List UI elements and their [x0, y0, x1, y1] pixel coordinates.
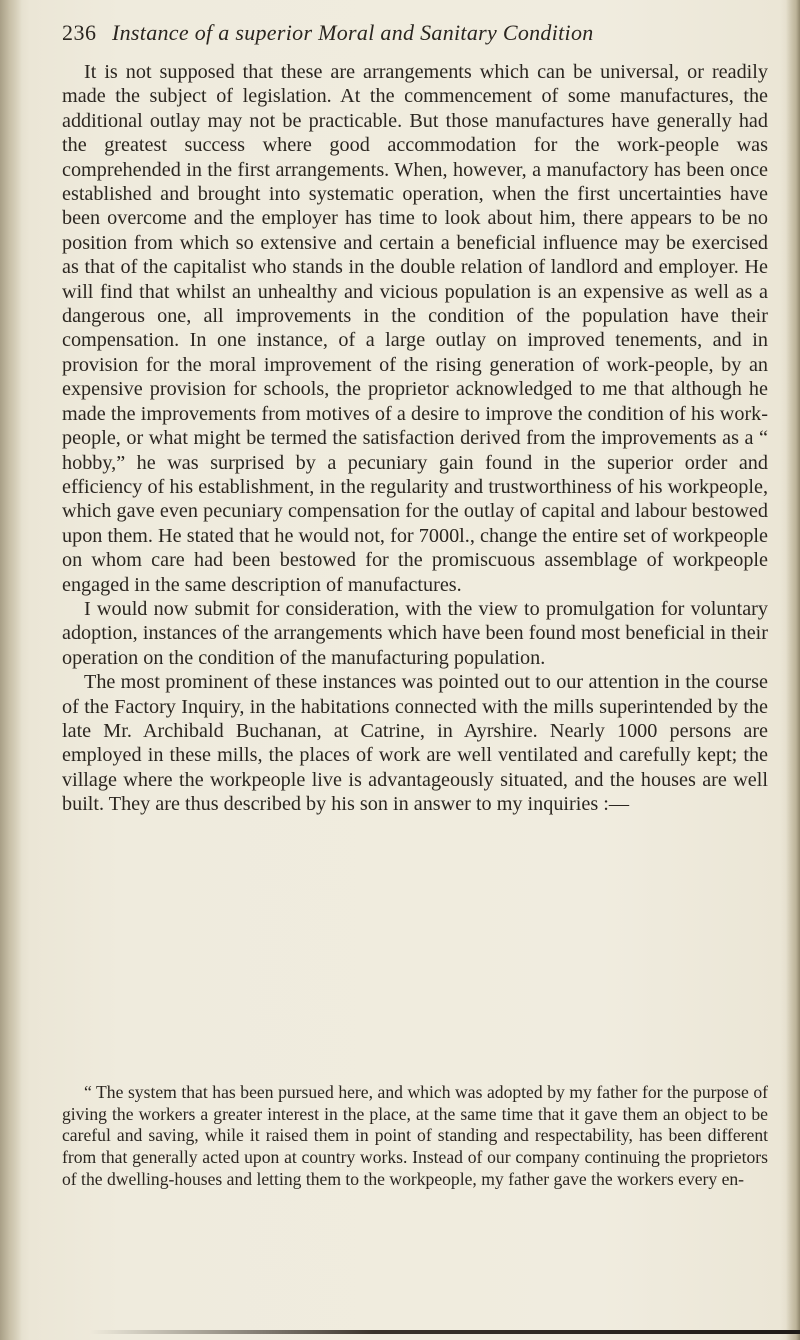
running-header: [62, 20, 762, 54]
page-edge-shadow: [786, 0, 800, 1340]
paragraph: It is not supposed that these are arrangements which can be universal, or readily made the subject of legislation. At the commencement of some manufactures, the additional outlay may not be practicable. But those manufactures have generally had the greatest success where good accommodation for the work-people was comprehended in the first arrangements. When, however, a manufactory has been once established and brought into systematic operation, when the first uncertainties have been overcome and the employer has time to look about him, there appears to be no position from which so extensive and certain a beneficial influence may be exercised as that of the capitalist who stands in the double relation of landlord and employer. He will find that whilst an unhealthy and vicious population is an expensive as well as a dangerous one, all improvements in the condition of the population have their compensation. In one instance, of a large outlay on improved tenements, and in provision for the moral improvement of the rising generation of work-people, by an expensive provision for schools, the proprietor acknowledged to me that although he made the improvements from motives of a desire to improve the condition of his work-people, or what might be termed the satisfaction derived from the improvements as a “ hobby,” he was surprised by a pecuniary gain found in the superior order and efficiency of his establishment, in the regularity and trustworthiness of his workpeople, which gave even pecuniary compensation for the outlay of capital and labour bestowed upon them. He stated that he would not, for 7000l., change the entire set of workpeople on whom care had been bestowed for the promiscuous assemblage of workpeople engaged in the same description of manufactures.: [62, 61, 768, 596]
block-quote: [62, 1082, 768, 1191]
paragraph: The most prominent of these instances was pointed out to our attention in the course of the Factory Inquiry, in the habitations connected with the mills superintended by the late Mr. Archibald Buchanan, at Catrine, in Ayrshire. Nearly 1000 persons are employed in these mills, the places of work are well ventilated and carefully kept; the village where the workpeople live is advantageously situated, and the houses are well built. They are thus described by his son in answer to my inquiries :—: [62, 671, 768, 816]
paragraph: I would now submit for consideration, with the view to promulgation for voluntary adoption, instances of the arrangements which have been found most beneficial in their operation on the condition of the manufacturing population.: [62, 597, 768, 669]
page-gutter-shadow: [0, 0, 22, 1340]
page-bottom-edge: [90, 1330, 800, 1334]
page-number: 236: [62, 20, 97, 45]
running-title: Instance of a superior Moral and Sanitary Condition: [112, 20, 594, 45]
body-text: [62, 60, 768, 817]
quote-paragraph: “ The system that has been pursued here, and which was adopted by my father for the purpose of giving the workers a greater interest in the place, at the same time that it gave them an object to be careful and saving, while it raised them in point of standing and respectability, has been different from that generally acted upon at country works. Instead of our company continuing the proprietors of the dwelling-houses and letting them to the workpeople, my father gave the workers every en-: [62, 1082, 768, 1189]
